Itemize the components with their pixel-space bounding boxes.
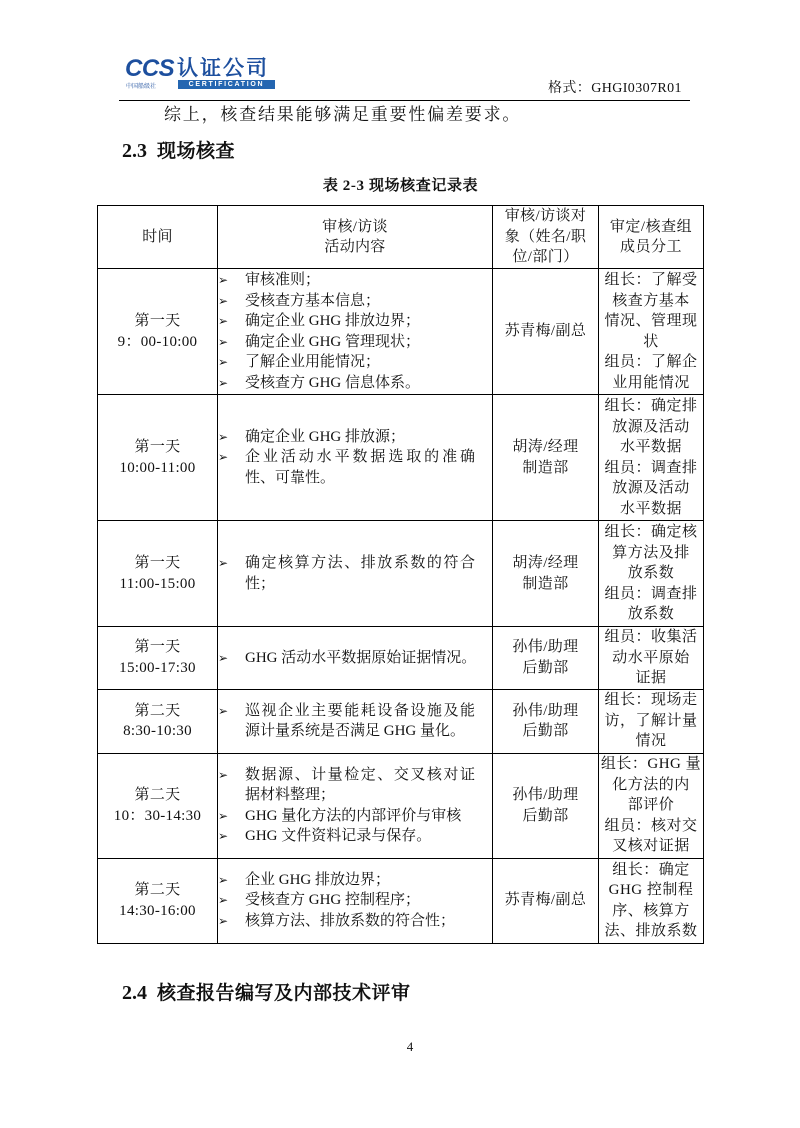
activity-cell [218,395,493,521]
header-activity [218,206,493,269]
assignment-text: 组长：了解受 [604,272,698,288]
assignment-text: 组员：调查排 [604,459,698,476]
time-cell [98,395,218,521]
time-cell [98,753,218,858]
assignment-text: 法、排放系数 [604,923,698,939]
interviewee-cell [493,689,599,753]
assignment-cell [599,395,704,521]
assignment-text: 叉核对证据 [612,838,690,855]
arrow-bullet-icon: ➢ [218,650,229,665]
time-day: 第二天 [134,787,181,803]
assignment-text: 核查方基本 [612,292,690,309]
assignment-text: 访，了解计量 [604,712,698,729]
time-cell [98,627,218,690]
list-item [218,373,492,394]
assignment-cell [599,753,704,858]
arrow-bullet-icon: ➢ [218,334,229,349]
interviewee-text: 胡涛/经理 [512,555,579,571]
arrow-bullet-icon: ➢ [218,872,229,887]
table-row [98,395,704,521]
logo-org: 中国船级社 [126,84,157,90]
table-row [98,627,704,690]
assignment-text: GHG 控制程 [608,882,694,898]
list-item-text: 数据源、计量检定、交叉核对证 [245,766,475,783]
arrow-bullet-icon: ➢ [218,703,229,718]
list-item-text: 确定企业 GHG 管理现状； [245,333,420,350]
assignment-text: 算方法及排 [612,544,690,561]
interviewee-text: 孙伟/助理 [512,639,579,656]
list-item [218,911,492,932]
time-range: 14:30-16:00 [119,902,196,919]
assignment-cell [599,858,704,943]
time-cell [98,521,218,627]
assignment-text: 组员：调查排 [604,585,698,602]
section-number: 2.3 [122,140,147,162]
intro-paragraph: 综上，核查结果能够满足重要性偏差要求。 [164,105,522,124]
interviewee-cell [493,627,599,690]
time-day: 第一天 [134,639,181,656]
list-item [218,765,492,806]
interviewee-text: 后勤部 [522,723,569,739]
assignment-text: 状 [643,333,659,350]
site-verification-record-table [97,205,704,944]
arrow-bullet-icon: ➢ [218,429,229,444]
assignment-text: 组员：收集活 [604,629,698,645]
list-item [218,870,492,891]
time-cell [98,269,218,395]
interviewee-cell [493,395,599,521]
assignment-cell [599,269,704,395]
header-interviewee [493,206,599,269]
list-item [218,311,492,332]
header-time-label: 时间 [142,228,173,245]
assignment-cell [599,627,704,690]
header-divider [119,100,690,101]
list-item [218,427,492,448]
list-item-text: GHG 活动水平数据原始证据情况。 [245,649,477,666]
logo-name: 认证公司 [177,57,269,80]
activity-cell [218,627,493,690]
header-interviewee-label: 审核/访谈对 [504,208,587,225]
list-item [218,553,492,594]
list-item [218,270,492,291]
header-activity-label: 审核/访谈 [322,218,388,235]
interviewee-text: 孙伟/助理 [512,787,579,803]
assignment-cell [599,521,704,627]
assignment-text: 证据 [635,670,667,686]
arrow-bullet-icon: ➢ [218,829,229,843]
arrow-bullet-icon: ➢ [218,556,229,570]
logo-mark: CCS [125,55,175,82]
assignment-cell [599,689,704,753]
arrow-bullet-icon: ➢ [218,293,229,308]
header-interviewee-label: 位/部门） [512,249,579,266]
time-day: 第二天 [134,702,181,719]
list-item [218,806,492,827]
activity-cell [218,753,493,858]
interviewee-cell [493,269,599,395]
header-assignment [599,206,704,269]
header-activity-label: 活动内容 [324,239,386,255]
arrow-bullet-icon: ➢ [218,913,229,928]
header-interviewee-label: 象（姓名/职 [504,228,587,245]
list-item-text: 巡视企业主要能耗设备设施及能 [245,702,475,719]
table-row [98,753,704,858]
assignment-text: 组长：确定排 [604,398,698,414]
arrow-bullet-icon: ➢ [218,375,229,390]
section-title: 核查报告编写及内部技术评审 [157,983,411,1004]
interviewee-text: 苏青梅/副总 [504,892,587,909]
interviewee-cell [493,521,599,627]
assignment-text: 组员：了解企 [604,354,698,370]
assignment-text: 放源及活动 [612,480,690,496]
table-row [98,858,704,943]
list-item-text: 受核查方 GHG 控制程序； [245,892,420,909]
logo-band: CERTIFICATION [178,80,275,89]
list-item-text: 性； [245,575,276,592]
list-item-text: 源计量系统是否满足 GHG 量化。 [245,723,465,739]
list-item-text: 企业 GHG 排放边界； [245,871,390,888]
activity-cell [218,269,493,395]
assignment-text: 放源及活动 [612,418,690,435]
interviewee-cell [493,753,599,858]
assignment-text: 情况 [635,733,667,750]
time-range: 8:30-10:30 [123,723,192,739]
assignment-text: 组长：GHG 量 [600,756,702,773]
list-item-text: 确定核算方法、排放系数的符合 [245,555,475,571]
time-range: 10:00-11:00 [119,459,196,476]
assignment-text: 化方法的内 [612,776,690,793]
list-item [218,352,492,373]
ccs-certification-logo [125,55,280,94]
interviewee-text: 制造部 [522,459,569,476]
list-item-text: GHG 量化方法的内部评价与审核 [245,807,462,824]
arrow-bullet-icon: ➢ [218,314,229,328]
arrow-bullet-icon: ➢ [218,767,229,782]
list-item [218,447,492,488]
list-item-text: 受核查方基本信息； [245,292,381,309]
interviewee-text: 苏青梅/副总 [504,323,587,340]
arrow-bullet-icon: ➢ [218,808,229,823]
list-item [218,291,492,312]
list-item-text: 核算方法、排放系数的符合性； [245,912,456,929]
assignment-text: 水平数据 [619,500,682,517]
list-item [218,701,492,742]
format-code: 格式：GHGI0307R01 [548,81,682,96]
arrow-bullet-icon: ➢ [218,893,229,908]
time-range: 10：30-14:30 [113,807,202,824]
time-day: 第一天 [134,313,181,329]
list-item [218,648,492,669]
list-item-text: 受核查方 GHG 信息体系。 [245,374,420,391]
time-cell [98,689,218,753]
list-item-text: 确定企业 GHG 排放源； [245,428,405,445]
page-number: 4 [406,1039,414,1054]
assignment-text: 组长：现场走 [604,692,698,709]
arrow-bullet-icon: ➢ [218,355,229,369]
list-item-text: 企业活动水平数据选取的准确 [245,449,475,466]
section-title: 现场核查 [157,141,236,162]
assignment-text: 情况、管理现 [604,313,698,329]
section-heading-2-4 [122,981,411,1007]
time-day: 第一天 [134,555,181,571]
table-caption: 表 2-3 现场核查记录表 [322,178,479,194]
assignment-text: 组长：确定核 [604,524,698,541]
table-row [98,689,704,753]
section-number: 2.4 [122,982,147,1004]
interviewee-text: 胡涛/经理 [512,439,579,455]
table-row [98,521,704,627]
time-cell [98,858,218,943]
list-item-text: 了解企业用能情况； [245,354,381,370]
time-range: 15:00-17:30 [119,659,196,676]
list-item-text: GHG 文件资料记录与保存。 [245,828,432,844]
list-item [218,332,492,353]
assignment-text: 序、核算方 [612,902,690,919]
list-item-text: 性、可靠性。 [245,469,336,486]
interviewee-cell [493,858,599,943]
assignment-text: 业用能情况 [612,374,690,391]
header-assignment-label: 审定/核查组 [609,218,693,235]
assignment-text: 动水平原始 [612,649,690,666]
header-time [98,206,218,269]
interviewee-text: 制造部 [522,575,569,592]
interviewee-text: 孙伟/助理 [512,702,579,719]
table-row [98,269,704,395]
assignment-text: 部评价 [627,797,675,814]
arrow-bullet-icon: ➢ [218,273,229,287]
interviewee-text: 后勤部 [522,659,569,676]
assignment-text: 水平数据 [619,439,682,455]
activity-cell [218,858,493,943]
list-item-text: 据材料整理； [245,787,336,803]
time-range: 11:00-15:00 [119,575,196,592]
list-item-text: 确定企业 GHG 排放边界； [245,313,420,329]
assignment-text: 组长：确定 [612,861,690,878]
time-day: 第一天 [134,439,181,455]
list-item [218,826,492,847]
activity-cell [218,689,493,753]
activity-cell [218,521,493,627]
list-item-text: 审核准则； [245,272,321,288]
header-assignment-label: 成员分工 [619,239,682,255]
time-range: 9：00-10:00 [117,333,198,350]
assignment-text: 组员：核对交 [604,817,698,834]
assignment-text: 放系数 [627,606,675,623]
table-header-row [98,206,704,269]
section-heading-2-3 [122,139,235,165]
assignment-text: 放系数 [627,565,675,582]
list-item [218,890,492,911]
time-day: 第二天 [134,882,181,898]
interviewee-text: 后勤部 [522,807,569,824]
arrow-bullet-icon: ➢ [218,450,229,465]
